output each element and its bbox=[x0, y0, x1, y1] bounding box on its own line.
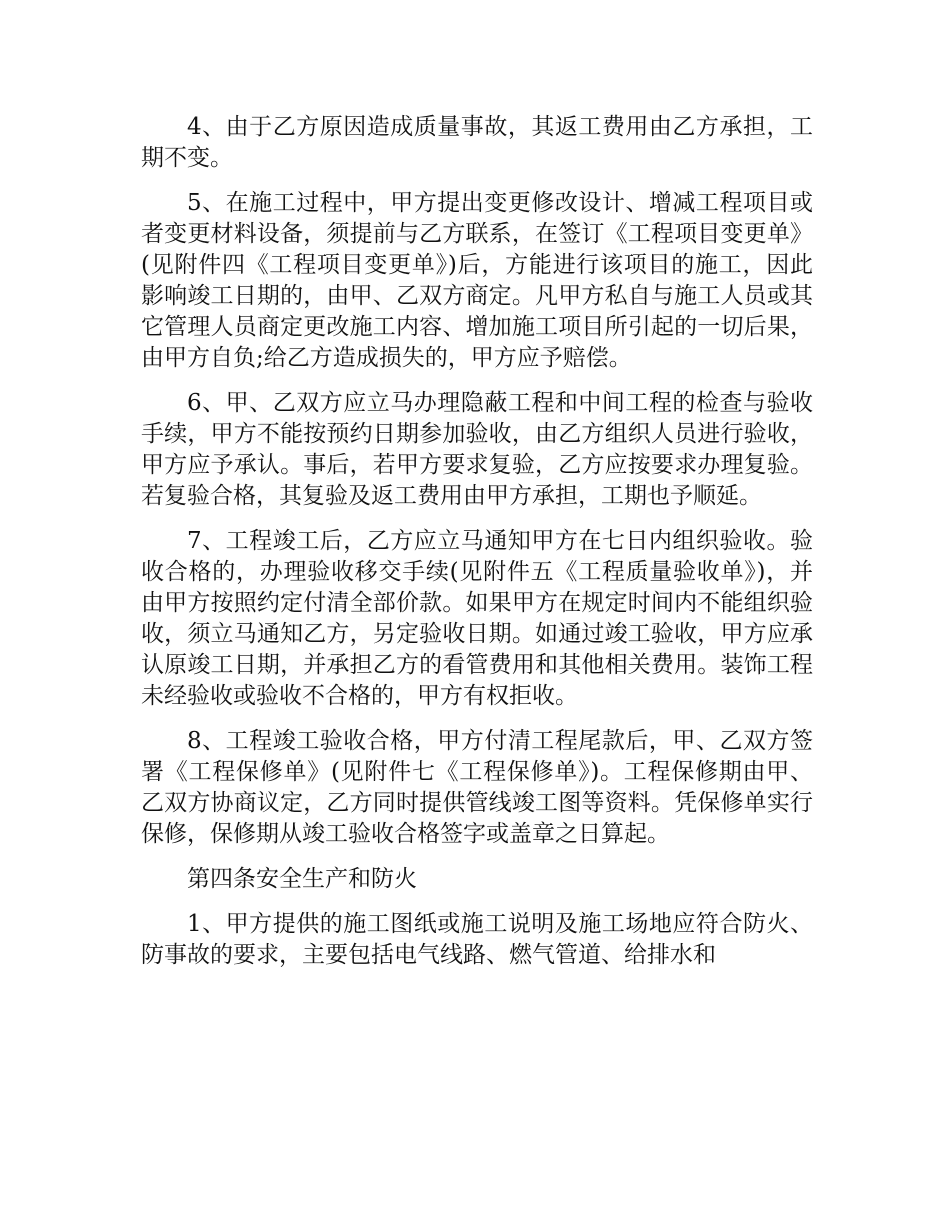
document-body bbox=[141, 112, 813, 985]
clause-4-paragraph: 4、由于乙方原因造成质量事故，其返工费用由乙方承担，工期不变。 bbox=[141, 114, 813, 171]
clause-6-paragraph: 6、甲、乙双方应立马办理隐蔽工程和中间工程的检查与验收手续，甲方不能按预约日期参加验收，由乙方组织人员进行验收，甲方应予承认。事后，若甲方要求复验，乙方应按要求办理复验。若复验合格，其复验及返工费用由甲方承担，工期也予顺延。 bbox=[141, 390, 813, 509]
clause-7-paragraph: 7、工程竣工后，乙方应立马通知甲方在七日内组织验收。验收合格的，办理验收移交手续(见附件五《工程质量验收单》)，并由甲方按照约定付清全部价款。如果甲方在规定时间内不能组织验收，须立马通知乙方，另定验收日期。如通过竣工验收，甲方应承认原竣工日期，并承担乙方的看管费用和其他相关费用。装饰工程未经验收或验收不合格的，甲方有权拒收。 bbox=[141, 528, 813, 709]
clause-8-paragraph: 8、工程竣工验收合格，甲方付清工程尾款后，甲、乙双方签署《工程保修单》(见附件七《工程保修单》)。工程保修期由甲、乙双方协商议定，乙方同时提供管线竣工图等资料。凭保修单实行保修，保修期从竣工验收合格签字或盖章之日算起。 bbox=[141, 728, 813, 847]
clause-5-paragraph: 5、在施工过程中，甲方提出变更修改设计、增减工程项目或者变更材料设备，须提前与乙方联系，在签订《工程项目变更单》(见附件四《工程项目变更单》)后，方能进行该项目的施工，因此影响竣工日期的，由甲、乙双方商定。凡甲方私自与施工人员或其它管理人员商定更改施工内容、增加施工项目所引起的一切后果，由甲方自负;给乙方造成损失的，甲方应予赔偿。 bbox=[141, 190, 813, 371]
section-heading: 第四条安全生产和防火 bbox=[187, 866, 417, 892]
section-clause-1-paragraph: 1、甲方提供的施工图纸或施工说明及施工场地应符合防火、防事故的要求，主要包括电气线路、燃气管道、给排水和 bbox=[141, 911, 813, 968]
